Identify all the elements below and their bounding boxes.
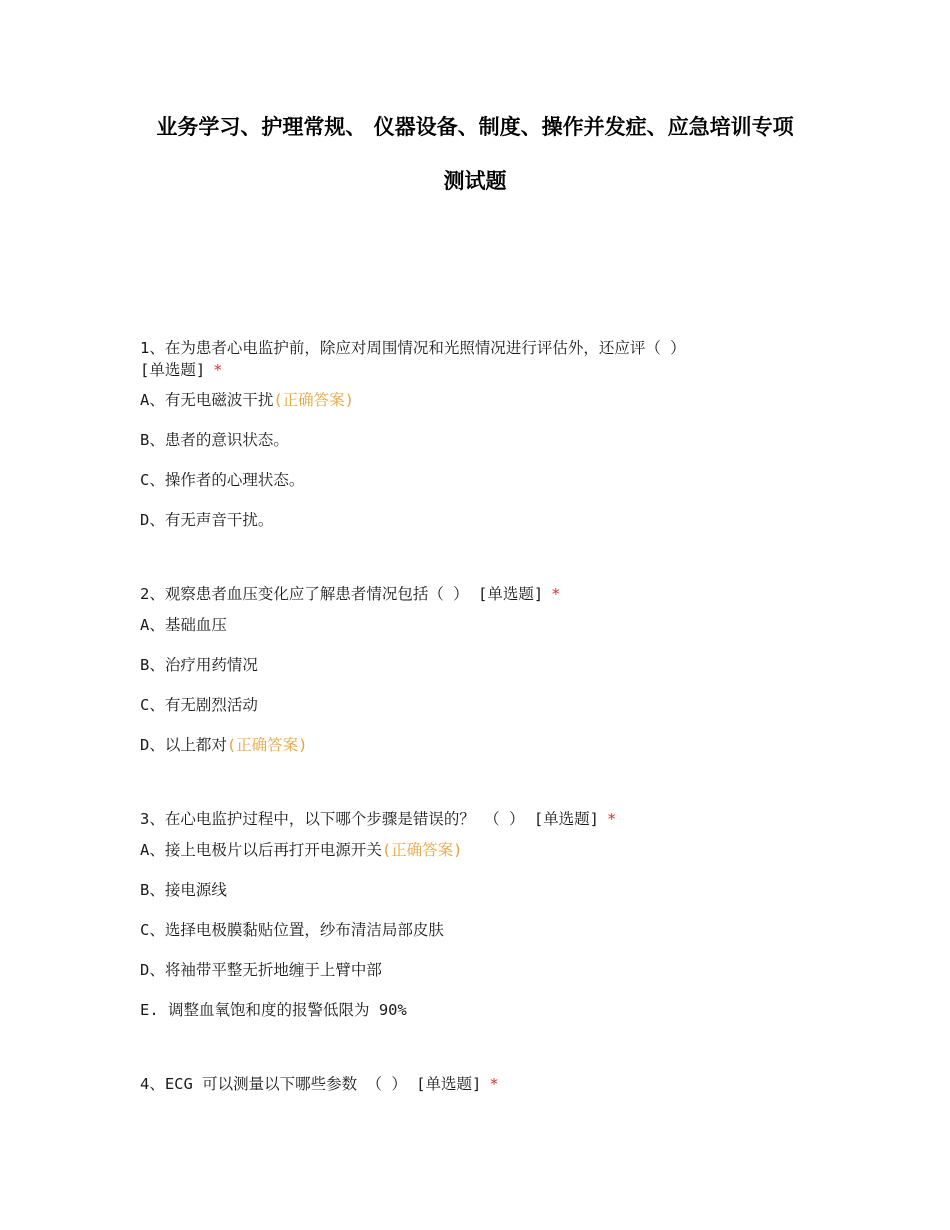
question-3-option-a: A、接上电极片以后再打开电源开关(正确答案)	[140, 841, 463, 859]
page-title-line-2: 测试题	[443, 169, 507, 193]
question-3-option-b: B、接电源线	[140, 881, 227, 899]
page-title-line-1: 业务学习、护理常规、 仪器设备、制度、操作并发症、应急培训专项	[156, 115, 794, 139]
question-text: 3、在心电监护过程中，以下哪个步骤是错误的？ （ ） [单选题]	[140, 810, 599, 828]
question-text: 4、ECG 可以测量以下哪些参数 （ ） [单选题]	[140, 1075, 482, 1093]
required-star: *	[607, 810, 617, 828]
question-1-stem	[140, 337, 820, 381]
question-2-option-b: B、治疗用药情况	[140, 656, 258, 674]
question-3-stem	[140, 808, 820, 830]
question-2-stem	[140, 583, 820, 605]
question-3-option-d: D、将袖带平整无折地缠于上臂中部	[140, 961, 382, 979]
correct-answer-tag: (正确答案)	[273, 391, 355, 409]
question-2-option-d: D、以上都对(正确答案)	[140, 736, 308, 754]
required-star: *	[551, 585, 561, 603]
question-4-stem	[140, 1073, 820, 1095]
question-1-option-b: B、患者的意识状态。	[140, 431, 289, 449]
question-3-option-e: E. 调整血氧饱和度的报警低限为 90%	[140, 1001, 407, 1019]
question-1-option-c: C、操作者的心理状态。	[140, 471, 305, 489]
question-2-option-c: C、有无剧烈活动	[140, 696, 258, 714]
required-star: *	[213, 361, 223, 379]
question-text: 1、在为患者心电监护前，除应对周围情况和光照情况进行评估外，还应评（ ）	[140, 339, 686, 357]
required-star: *	[489, 1075, 499, 1093]
correct-answer-tag: (正确答案)	[381, 841, 463, 859]
question-type: [单选题]	[140, 361, 206, 379]
question-2-option-a: A、基础血压	[140, 616, 227, 634]
question-3-option-c: C、选择电极膜黏贴位置，纱布清洁局部皮肤	[140, 921, 444, 939]
question-text: 2、观察患者血压变化应了解患者情况包括（ ） [单选题]	[140, 585, 544, 603]
correct-answer-tag: (正确答案)	[226, 736, 308, 754]
question-1-option-d: D、有无声音干扰。	[140, 511, 274, 529]
question-1-option-a: A、有无电磁波干扰(正确答案)	[140, 391, 355, 409]
